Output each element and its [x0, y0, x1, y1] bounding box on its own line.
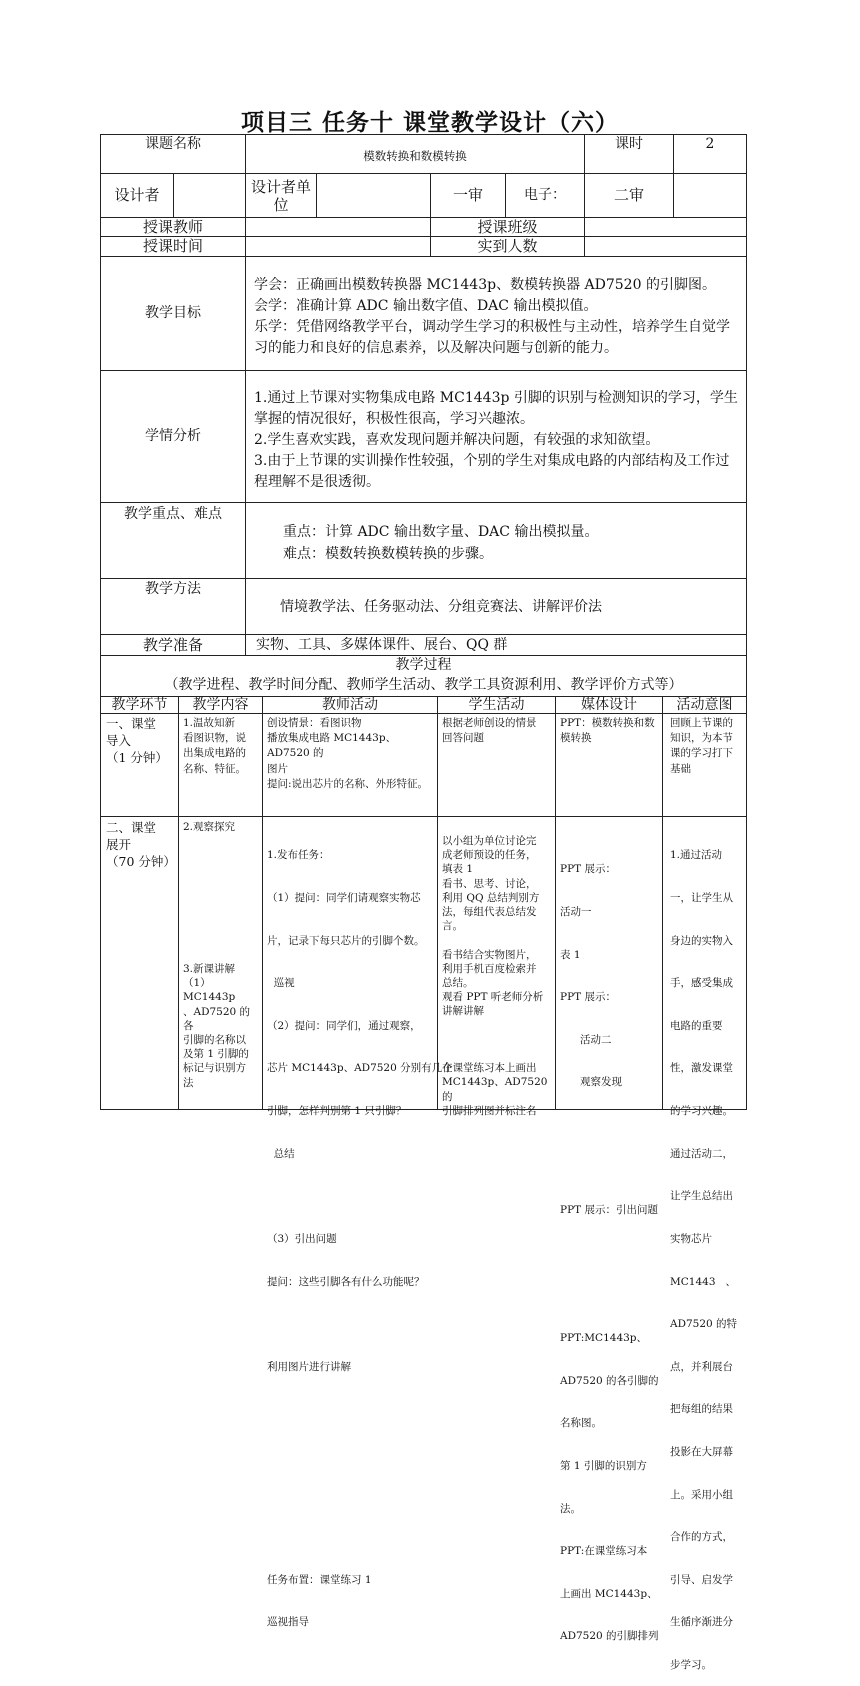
teacher-line — [267, 1488, 436, 1502]
row2-media — [560, 834, 661, 1643]
student-line: 看书结合实物图片， — [442, 948, 537, 961]
student-line: 引脚排列图并标注名 — [442, 1104, 537, 1117]
review2-label: 二审 — [613, 186, 644, 205]
goals-text — [254, 275, 742, 367]
content-line: 、AD7520 的各 — [183, 1005, 251, 1032]
col-header-media: 媒体设计 — [581, 696, 637, 713]
content-line — [183, 905, 260, 919]
content-line: 2.观察探究 — [183, 821, 236, 833]
stage-line: （1 分钟） — [106, 749, 168, 765]
media-line: 第 1 引脚的识别方 — [560, 1459, 647, 1472]
content-line — [183, 848, 260, 862]
col-header-content: 教学内容 — [192, 696, 249, 713]
intent-line: 的学习兴趣。 — [670, 1105, 733, 1118]
student-line: 利用 QQ 总结判别方 — [442, 891, 540, 904]
media-line — [560, 1161, 661, 1175]
row2-teacher — [267, 820, 453, 1629]
content-line: （1）MC1443p — [183, 977, 236, 1004]
intent-line: 投影在大屏幕 — [670, 1445, 733, 1458]
content-line: 标记与识别方 — [183, 1062, 246, 1075]
content-line: 名称、特征。 — [183, 762, 246, 775]
methods-label: 教学方法 — [145, 581, 201, 597]
keypoint-line: 难点：模数转换数模转换的步骤。 — [283, 545, 493, 562]
intent-line: 身边的实物入 — [670, 934, 733, 947]
intent-line: 把每组的结果 — [670, 1403, 733, 1416]
media-line: AD7520 的各引脚的 — [560, 1374, 659, 1387]
student-line: 法，每组代表总结发 — [442, 906, 537, 919]
teacher-line — [267, 1317, 436, 1331]
row1-content — [183, 716, 260, 814]
hours-value: 2 — [705, 136, 715, 152]
row1-media — [560, 716, 661, 814]
content-line — [183, 948, 260, 962]
student-line: 讲解讲解 — [442, 1005, 484, 1018]
intent-line: 手，感受集成 — [670, 977, 733, 990]
media-line: PPT:MC1443p、 — [560, 1332, 648, 1345]
intent-line: 步学习。 — [670, 1658, 712, 1671]
intent-line: 基础 — [670, 762, 691, 775]
content-line — [183, 934, 260, 948]
analysis-text — [254, 388, 742, 500]
row1-intent — [670, 716, 745, 814]
attendance-label: 实到人数 — [477, 237, 538, 256]
intent-line: AD7520 的特 — [670, 1318, 738, 1331]
row2-stage — [106, 820, 176, 1107]
class-label: 授课班级 — [477, 217, 538, 236]
row2-content — [183, 820, 260, 1107]
teacher-line: 片，记录下每只芯片的引脚个数。 — [267, 934, 425, 947]
student-line: 总结。 — [442, 977, 474, 990]
content-line — [183, 863, 260, 877]
media-line: 活动一 — [560, 906, 592, 919]
media-line: PPT:在课堂练习本 — [560, 1545, 648, 1558]
media-line: PPT 展示： — [560, 863, 616, 876]
intent-line: 回顾上节课的 — [670, 717, 733, 729]
media-line: 名称图。 — [560, 1417, 602, 1430]
media-line: 活动二 — [560, 1033, 612, 1046]
topic-label: 课题名称 — [145, 136, 201, 152]
media-line: 模转换 — [560, 732, 592, 745]
teacher-line: 提问:说出芯片的名称、外形特征。 — [267, 777, 429, 790]
teacher-line: 利用图片进行讲解 — [267, 1360, 351, 1373]
intent-line: 引导、启发学 — [670, 1573, 733, 1586]
media-line: AD7520 的引脚排列 — [560, 1630, 659, 1643]
media-line: 上画出 MC1443p、 — [560, 1587, 658, 1600]
row1-stage — [106, 716, 176, 814]
prep-value: 实物、工具、多媒体课件、展台、QQ 群 — [256, 637, 508, 653]
student-line: 观看 PPT 听老师分析 — [442, 991, 544, 1004]
review1-label: 一审 — [452, 186, 483, 205]
keypoints-label: 教学重点、难点 — [124, 506, 222, 522]
teacher-line: 巡视 — [267, 977, 295, 990]
student-line — [442, 1047, 554, 1061]
teacher-line: （3）引出问题 — [267, 1232, 337, 1245]
media-line — [560, 1289, 661, 1303]
intent-line: 一，让学生从 — [670, 892, 733, 905]
keypoint-line: 重点：计算 ADC 输出数字量、DAC 输出模拟量。 — [283, 524, 599, 540]
teacher-line: 引脚，怎样判别第 1 只引脚？ — [267, 1105, 407, 1118]
media-line: 观察发现 — [560, 1076, 623, 1089]
student-line: 成老师预设的任务， — [442, 849, 537, 862]
email-label: 电子： — [524, 187, 566, 204]
content-line: 引脚的名称以 — [183, 1034, 246, 1047]
media-line: 表 1 — [560, 948, 581, 961]
analysis-label: 学情分析 — [145, 428, 201, 445]
teacher-line: 1.发布任务： — [267, 849, 330, 862]
teacher-line: 任务布置：课堂练习 1 — [267, 1573, 372, 1586]
content-line: 法 — [183, 1076, 194, 1089]
col-header-teacher: 教师活动 — [322, 696, 378, 713]
content-line: 及第 1 引脚的 — [183, 1048, 249, 1061]
teacher-line — [267, 1189, 436, 1203]
intent-line: MC1443 、 — [670, 1275, 737, 1288]
student-line: 看书、思考、讨论， — [442, 877, 537, 890]
student-line: 回答问题 — [442, 732, 484, 745]
stage-line: 一、课堂 — [106, 716, 157, 731]
student-line: 根据老师创设的情景 — [442, 717, 537, 729]
teacher-line: 创设情景：看图识物 — [267, 717, 362, 729]
goals-label: 教学目标 — [145, 305, 201, 322]
analysis-line: 3.由于上节课的实训操作性较强，个别的学生对集成电路的内部结构及工作过程理解不是很透彻。 — [254, 453, 730, 490]
designer-label: 设计者 — [114, 186, 160, 205]
content-line: 出集成电路的 — [183, 747, 246, 760]
teacher-line: （2）提问：同学们，通过观察， — [267, 1019, 421, 1032]
intent-line: 课的学习打下 — [670, 747, 733, 760]
content-line — [183, 919, 260, 933]
student-line — [442, 1019, 554, 1033]
keypoints-text — [283, 522, 738, 572]
intent-line: 1.通过活动 — [670, 849, 723, 862]
topic-value: 模数转换和数模转换 — [363, 149, 467, 164]
student-line: MC1443p、AD7520 的 — [442, 1076, 548, 1103]
analysis-line: 2.学生喜欢实践，喜欢发现问题并解决问题，有较强的求知欲望。 — [254, 432, 660, 448]
teacher-line: （1）提问：同学们请观察实物芯 — [267, 892, 421, 905]
goal-line: 乐学：凭借网络教学平台，调动学生学习的积极性与主动性，培养学生自觉学习的能力和良好的信息素养，以及解决问题与创新的能力。 — [254, 319, 730, 356]
process-subtitle: （教学进程、教学时间分配、教师学生活动、教学工具资源利用、教学评价方式等） — [164, 677, 683, 693]
media-line: PPT 展示：引出问题 — [560, 1204, 658, 1217]
row2-student — [442, 834, 554, 1117]
content-line: 1.温故知新 — [183, 717, 236, 729]
content-line: 3.新课讲解 — [183, 963, 236, 976]
teacher-line — [267, 1402, 436, 1416]
student-line: 以小组为单位讨论完 — [442, 835, 537, 847]
page-title: 项目三 任务十 课堂教学设计（六） — [240, 110, 619, 136]
col-header-student: 学生活动 — [468, 696, 525, 713]
teacher-line: 播放集成电路 MC1443p、AD7520 的 — [267, 732, 397, 760]
teacher-line — [267, 1445, 436, 1459]
student-line: 在课堂练习本上画出 — [442, 1062, 537, 1075]
student-line — [442, 933, 554, 947]
row1-student — [442, 716, 554, 814]
stage-line: 导入 — [106, 732, 132, 748]
row1-teacher — [267, 716, 436, 814]
row2-intent — [670, 820, 745, 1671]
intent-line: 生循序渐进分 — [670, 1616, 733, 1629]
teacher-label: 授课教师 — [142, 217, 203, 236]
stage-line: （70 分钟） — [106, 853, 176, 869]
intent-line: 知识，为本节 — [670, 732, 733, 745]
intent-line: 电路的重要 — [670, 1019, 723, 1032]
media-line — [560, 1246, 661, 1260]
intent-line: 上。采用小组 — [670, 1488, 733, 1501]
intent-line: 让学生总结出 — [670, 1190, 733, 1203]
designer-value — [174, 174, 245, 217]
content-line — [183, 891, 260, 905]
process-title: 教学过程 — [395, 657, 452, 673]
intent-line: 合作的方式， — [670, 1531, 733, 1544]
analysis-line: 1.通过上节课对实物集成电路 MC1443p 引脚的识别与检测知识的学习，学生掌握的情况很好，积极性很高，学习兴趣浓。 — [254, 390, 738, 427]
teacher-line: 总结 — [267, 1147, 295, 1160]
col-header-stage: 教学环节 — [111, 696, 168, 713]
student-line: 言。 — [442, 920, 463, 933]
intent-line: 实物芯片 — [670, 1232, 712, 1245]
media-line: PPT：模数转换和数 — [560, 717, 655, 729]
designer-unit-label: 设计者单位 — [250, 177, 311, 214]
methods-value: 情境教学法、任务驱动法、分组竞赛法、讲解评价法 — [280, 599, 602, 615]
teacher-line — [267, 1530, 436, 1544]
teacher-line: 巡视指导 — [267, 1616, 309, 1629]
media-line: PPT 展示： — [560, 991, 616, 1004]
intent-line: 通过活动二， — [670, 1147, 733, 1160]
time-label: 授课时间 — [142, 237, 203, 256]
teacher-line: 提问：这些引脚各有什么功能呢？ — [267, 1275, 425, 1288]
goal-line: 学会：正确画出模数转换器 MC1443p、数模转换器 AD7520 的引脚图。 — [254, 277, 716, 293]
teacher-line: 芯片 MC1443p、AD7520 分别有几个 — [267, 1062, 453, 1075]
intent-line: 性，激发课堂 — [670, 1062, 733, 1075]
designer-unit-value — [317, 174, 430, 217]
hours-label: 课时 — [615, 136, 643, 152]
content-line — [183, 834, 260, 848]
student-line: 利用手机百度检索并 — [442, 962, 537, 975]
content-line: 看图识物，说 — [183, 732, 246, 745]
goal-line: 会学：准确计算 ADC 输出数字值、DAC 输出模拟值。 — [254, 298, 598, 314]
intent-line: 点，并利展台 — [670, 1360, 733, 1373]
media-line — [560, 1118, 661, 1132]
student-line: 填表 1 — [442, 863, 474, 876]
col-header-intent: 活动意图 — [676, 696, 733, 713]
content-line — [183, 877, 260, 891]
media-line: 法。 — [560, 1502, 581, 1515]
prep-label: 教学准备 — [142, 635, 203, 654]
stage-line: 展开 — [106, 836, 132, 852]
student-line — [442, 1033, 554, 1047]
teacher-line: 图片 — [267, 762, 288, 775]
stage-line: 二、课堂 — [106, 820, 157, 835]
